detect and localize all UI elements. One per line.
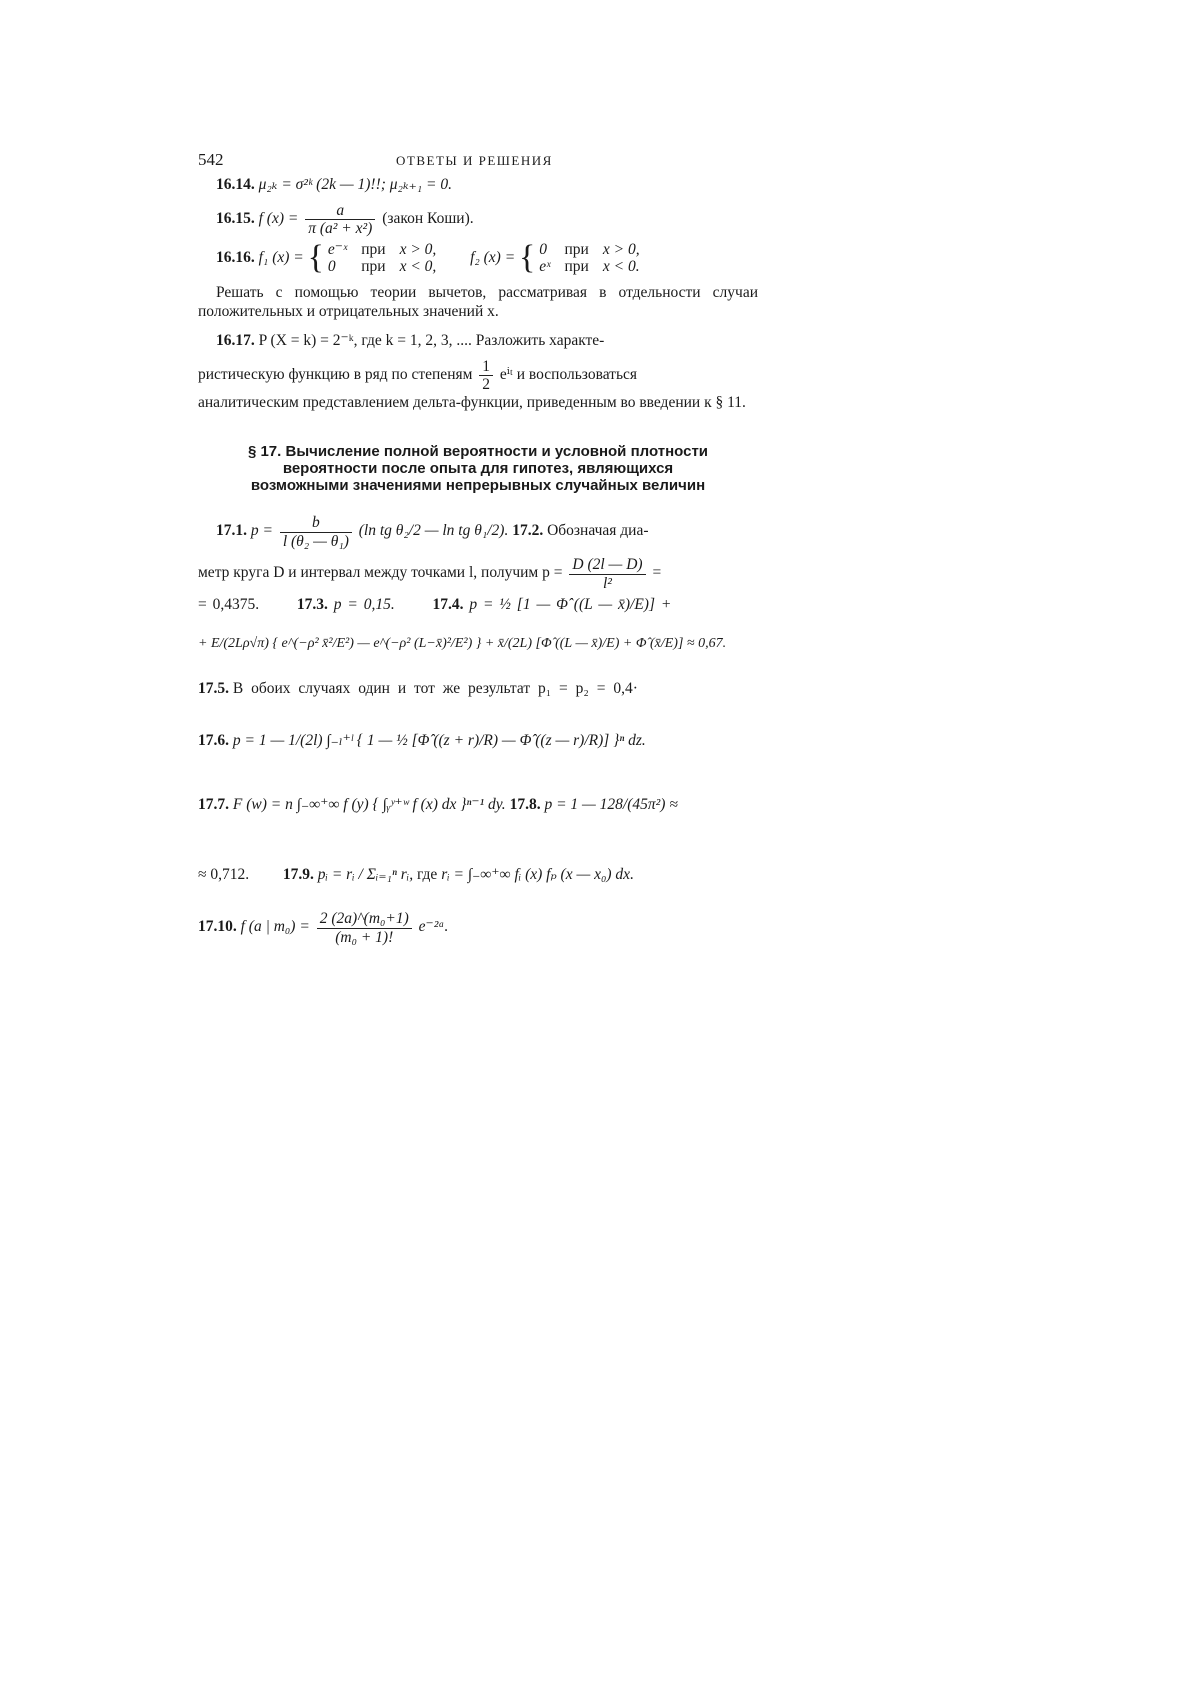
denominator: π (a² + x²) xyxy=(308,220,373,238)
numerator: b xyxy=(280,514,352,532)
f1-cases xyxy=(328,241,437,277)
answer-text: метр круга D и интервал между точками l, получим p = xyxy=(198,564,563,582)
section-title-line: § 17. Вычисление полной вероятности и условной плотности xyxy=(247,442,709,460)
answer-17-8-17-9 xyxy=(198,840,758,910)
numerator: D (2l — D) xyxy=(569,556,645,574)
answer-number: 16.16. xyxy=(216,248,255,266)
answer-value: = 0,4375. xyxy=(198,596,260,614)
answer-number: 16.14. xyxy=(216,176,255,193)
case-condition: x < 0, xyxy=(399,258,437,276)
answer-text: В обоих случаях один и тот же результат p₁ = p₂ = 0,4· xyxy=(232,680,638,698)
answer-number: 17.10. xyxy=(198,918,237,936)
answer-expression: p = 1 — 1/(2l) ∫₋ₗ⁺ˡ { 1 — ½ [Φ̂ ((z + r)/R) — Φ̂ ((z — r)/R)] }ⁿ dz. xyxy=(232,732,646,750)
answer-number: 17.1. xyxy=(216,522,247,540)
book-page xyxy=(198,150,758,954)
answer-expression: μ₂ₖ = σ²ᵏ (2k — 1)!!; μ₂ₖ₊₁ = 0. xyxy=(258,176,453,193)
section-title-line: вероятности после опыта для гипотез, являющихся xyxy=(282,459,674,477)
numerator: 2 (2a)^(m₀+1) xyxy=(317,910,412,928)
fraction xyxy=(569,556,645,591)
answer-value: ≈ 0,712. xyxy=(198,866,250,884)
answer-16-16 xyxy=(198,238,758,284)
denominator: 2 xyxy=(482,375,491,393)
answer-number: 17.8. xyxy=(509,796,541,814)
answer-17-5 xyxy=(198,680,758,712)
answer-expression: rᵢ = ∫₋∞⁺∞ fᵢ (x) fₚ (x — x₀) dx. xyxy=(441,866,634,884)
page-number: 542 xyxy=(198,150,224,169)
case-word: при xyxy=(361,240,386,258)
answer-number: 16.15. xyxy=(216,210,255,228)
numerator: a xyxy=(305,202,375,220)
fraction xyxy=(317,910,412,945)
answer-lhs: p = xyxy=(250,522,273,540)
answer-number: 17.2. xyxy=(512,522,544,540)
fraction xyxy=(280,514,352,549)
answer-note: (закон Коши). xyxy=(382,210,474,228)
f2-cases xyxy=(539,241,639,277)
section-title-line: возможными значениями непрерывных случайных величин xyxy=(250,477,706,495)
page-header xyxy=(198,150,758,176)
answer-expression: F (w) = n ∫₋∞⁺∞ f (y) { ∫ᵧʸ⁺ʷ f (x) dx }ⁿ⁻¹ dy. xyxy=(232,796,506,814)
fraction xyxy=(305,202,375,237)
left-brace: { xyxy=(519,239,536,276)
answer-17-10 xyxy=(198,910,758,954)
case-value: 0 xyxy=(327,258,336,276)
f2-lhs: f₂ (x) = xyxy=(470,248,516,266)
answer-16-15 xyxy=(198,202,758,238)
case-condition: x > 0, xyxy=(399,240,437,258)
denominator: l (θ₂ — θ₁) xyxy=(282,532,349,550)
case-word: при xyxy=(564,258,589,276)
answer-number: 17.4. xyxy=(432,596,464,614)
answer-number: 17.7. xyxy=(198,796,229,814)
answer-17-3-17-4 xyxy=(198,596,758,634)
answer-number: 17.9. xyxy=(282,866,314,884)
answer-expression: e⁻²ᵃ. xyxy=(418,918,449,936)
answer-16-17-line3: аналитическим представлением дельта-функции, приведенным во введении к § 11. xyxy=(198,393,746,411)
answer-17-7-17-8 xyxy=(198,770,758,840)
answer-17-2 xyxy=(198,556,758,596)
answer-expression: p = ½ [1 — Φ̂ ((L — x̄)/E)] + xyxy=(469,596,672,614)
answer-17-1 xyxy=(198,514,758,556)
answer-text: Обозначая диа- xyxy=(547,522,649,540)
answer-text: P (X = k) = 2⁻ᵏ, где k = 1, 2, 3, .... Разложить характе- xyxy=(258,331,605,349)
answer-number: 16.17. xyxy=(216,331,255,349)
left-brace: { xyxy=(307,239,324,276)
running-head: ОТВЕТЫ И РЕШЕНИЯ xyxy=(396,153,553,168)
case-value: 0 xyxy=(539,240,547,258)
answer-number: 17.5. xyxy=(198,680,229,698)
fraction xyxy=(479,358,493,393)
answer-16-17-line2 xyxy=(198,358,758,394)
f1-lhs: f₁ (x) = xyxy=(258,248,304,266)
numerator: 1 xyxy=(479,358,493,376)
answer-text: где xyxy=(416,866,438,884)
denominator: l² xyxy=(602,574,612,592)
answer-16-14 xyxy=(198,176,758,202)
answer-expression: (ln tg θ₂/2 — ln tg θ₁/2). xyxy=(358,522,509,540)
answer-17-6 xyxy=(198,712,758,770)
answer-text: eⁱᵗ и воспользоваться xyxy=(499,365,638,383)
case-value: e⁻ˣ xyxy=(327,240,348,258)
answer-16-17-line1 xyxy=(198,332,758,358)
case-value: eˣ xyxy=(539,258,551,276)
answer-16-16-text: Решать с помощью теории вычетов, рассматривая в отдельности случаи положительных и отрицательных значений x. xyxy=(198,284,758,320)
case-condition: x > 0, xyxy=(602,240,640,258)
case-condition: x < 0. xyxy=(602,258,640,276)
answer-text: ристическую функцию в ряд по степеням xyxy=(198,365,473,383)
denominator: (m₀ + 1)! xyxy=(335,928,394,946)
answer-text: = xyxy=(652,564,662,582)
section-heading xyxy=(198,443,758,495)
answer-value: p = 0,15. xyxy=(333,596,395,614)
answer-expression: pᵢ = rᵢ / Σᵢ₌₁ⁿ rᵢ, xyxy=(317,866,414,884)
answer-lhs: f (x) = xyxy=(258,210,299,228)
answer-number: 17.6. xyxy=(198,732,229,750)
answer-expression: + E/(2Lρ√π) { e^(−ρ² x̄²/E²) — e^(−ρ² (L−x̄)²/E²) } + x̄/(2L) [Φ̂ ((L — x̄)/E) + Φ̂ (x̄/E)] ≈ 0,67. xyxy=(198,636,727,652)
answer-number: 17.3. xyxy=(296,596,328,614)
answer-lhs: f (a | m₀) = xyxy=(240,918,310,936)
case-word: при xyxy=(361,258,386,276)
case-word: при xyxy=(564,240,589,258)
answer-17-4-continued xyxy=(198,634,758,680)
answer-expression: p = 1 — 128/(45π²) ≈ xyxy=(544,796,678,814)
